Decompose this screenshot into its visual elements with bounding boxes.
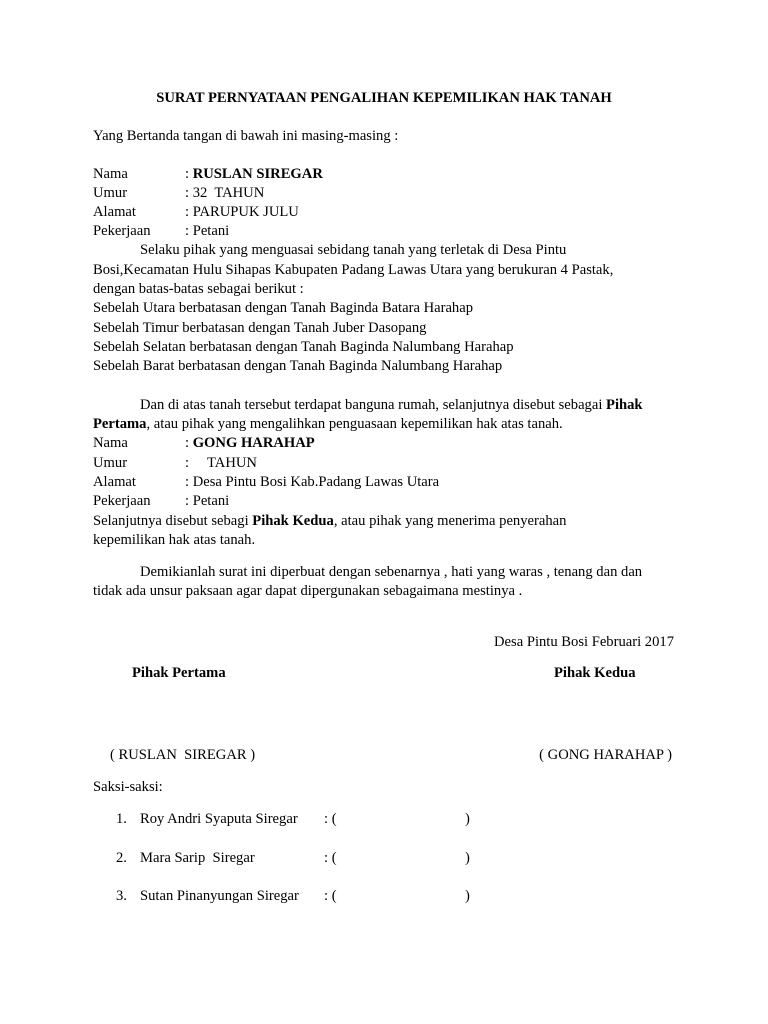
field-value: : RUSLAN SIREGAR (185, 166, 323, 182)
field-row (0, 434, 768, 454)
field-value: : Desa Pintu Bosi Kab.Padang Lawas Utara (185, 474, 440, 490)
field-value: : Petani (185, 493, 230, 509)
field-value: : PARUPUK JULU (185, 204, 299, 220)
field-label: Pekerjaan (93, 223, 151, 239)
land-line-2: Bosi,Kecamatan Hulu Sihapas Kabupaten Padang Lawas Utara yang berukuran 4 Pastak, (93, 262, 614, 278)
border-west: Sebelah Barat berbatasan dengan Tanah Baginda Nalumbang Harahap (93, 358, 503, 374)
field-label: Nama (93, 435, 128, 451)
house-line-1: Dan di atas tanah tersebut terdapat banguna rumah, selanjutnya disebut sebagai Pihak (140, 397, 643, 413)
witness-signature-close: ) (465, 888, 470, 904)
field-row (0, 222, 768, 242)
field-label: Pekerjaan (93, 493, 151, 509)
closing-line-1: Demikianlah surat ini diperbuat dengan sebenarnya , hati yang waras , tenang dan dan (140, 564, 643, 580)
second-party-line-1: Selanjutnya disebut sebagi Pihak Kedua, atau pihak yang menerima penyerahan (93, 513, 567, 529)
witness-row (0, 887, 768, 907)
field-label: Nama (93, 166, 128, 182)
field-row (0, 184, 768, 204)
witness-signature-close: ) (465, 850, 470, 866)
witness-signature-close: ) (465, 811, 470, 827)
second-party-line-2: kepemilikan hak atas tanah. (93, 532, 256, 548)
document-title: SURAT PERNYATAAN PENGALIHAN KEPEMILIKAN HAK TANAH (156, 90, 612, 106)
witness-signature-open: : ( (324, 888, 337, 904)
house-line-2: Pertama, atau pihak yang mengalihkan penguasaan kepemilikan hak atas tanah. (93, 416, 563, 432)
witness-name: Sutan Pinanyungan Siregar (140, 888, 299, 904)
witness-signature-open: : ( (324, 811, 337, 827)
field-label: Alamat (93, 204, 136, 220)
field-label: Alamat (93, 474, 136, 490)
border-north: Sebelah Utara berbatasan dengan Tanah Baginda Batara Harahap (93, 300, 473, 316)
field-value: : TAHUN (185, 455, 257, 471)
land-line-1: Selaku pihak yang menguasai sebidang tanah yang terletak di Desa Pintu (140, 242, 567, 258)
border-south: Sebelah Selatan berbatasan dengan Tanah Baginda Nalumbang Harahap (93, 339, 514, 355)
field-label: Umur (93, 455, 128, 471)
signature-label-second-party: Pihak Kedua (554, 665, 636, 681)
field-row (0, 165, 768, 185)
border-east: Sebelah Timur berbatasan dengan Tanah Juber Dasopang (93, 320, 427, 336)
witness-number: 3. (116, 888, 127, 904)
field-row (0, 203, 768, 223)
place-date: Desa Pintu Bosi Februari 2017 (494, 634, 674, 650)
field-row (0, 473, 768, 493)
witness-number: 2. (116, 850, 127, 866)
witness-signature-open: : ( (324, 850, 337, 866)
field-label: Umur (93, 185, 128, 201)
witnesses-heading: Saksi-saksi: (93, 779, 163, 795)
field-value: : 32 TAHUN (185, 185, 265, 201)
field-value: : GONG HARAHAP (185, 435, 315, 451)
closing-line-2: tidak ada unsur paksaan agar dapat dipergunakan sebagaimana mestinya . (93, 583, 523, 599)
witness-row (0, 810, 768, 830)
witness-row (0, 849, 768, 869)
signature-name-second-party: ( GONG HARAHAP ) (539, 747, 672, 763)
field-row (0, 454, 768, 474)
intro-line: Yang Bertanda tangan di bawah ini masing-masing : (93, 128, 399, 144)
land-line-3: dengan batas-batas sebagai berikut : (93, 281, 304, 297)
field-value: : Petani (185, 223, 230, 239)
field-row (0, 492, 768, 512)
signature-name-first-party: ( RUSLAN SIREGAR ) (110, 747, 256, 763)
witness-name: Mara Sarip Siregar (140, 850, 255, 866)
witness-number: 1. (116, 811, 127, 827)
witness-name: Roy Andri Syaputa Siregar (140, 811, 298, 827)
signature-label-first-party: Pihak Pertama (132, 665, 226, 681)
